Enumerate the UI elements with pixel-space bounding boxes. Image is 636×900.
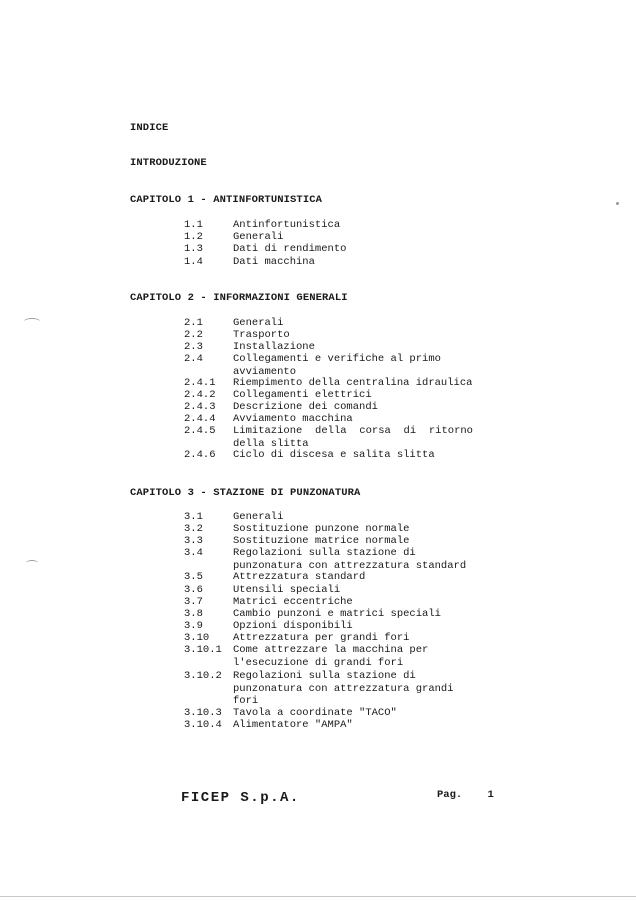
entry-title: Attrezzatura standard bbox=[233, 571, 366, 583]
entry-number: 3.4 bbox=[184, 547, 203, 559]
toc-entry bbox=[0, 256, 636, 269]
entry-number: 2.3 bbox=[184, 341, 203, 353]
entry-title: Sostituzione matrice normale bbox=[233, 535, 410, 547]
entry-number: 1.3 bbox=[184, 243, 203, 255]
entry-title: Matrici eccentriche bbox=[233, 596, 353, 608]
introduction-heading: INTRODUZIONE bbox=[130, 157, 207, 169]
entry-number: 3.3 bbox=[184, 535, 203, 547]
entry-title: Collegamenti e verifiche al primo avviamento bbox=[233, 353, 441, 378]
entry-title: Generali bbox=[233, 231, 284, 243]
entry-title: Alimentatore "AMPA" bbox=[233, 719, 353, 731]
entry-title: Descrizione dei comandi bbox=[233, 401, 378, 413]
page-label: Pag. bbox=[437, 789, 463, 801]
scan-edge bbox=[0, 896, 636, 897]
toc-entry bbox=[0, 353, 636, 378]
entry-number: 2.4.4 bbox=[184, 413, 216, 425]
entry-title: Come attrezzare la macchina per l'esecuzione di grandi fori bbox=[233, 644, 429, 669]
toc-entry bbox=[0, 425, 636, 450]
page-number bbox=[437, 789, 494, 801]
company-name: FICEP S.p.A. bbox=[181, 790, 300, 806]
toc-entry bbox=[0, 644, 636, 669]
entry-number: 1.2 bbox=[184, 231, 203, 243]
scan-mark bbox=[616, 202, 619, 205]
entry-number: 1.1 bbox=[184, 219, 203, 231]
entry-number: 3.7 bbox=[184, 596, 203, 608]
entry-number: 3.2 bbox=[184, 523, 203, 535]
entry-number: 3.1 bbox=[184, 511, 203, 523]
entry-title: Opzioni disponibili bbox=[233, 620, 353, 632]
entry-title: Tavola a coordinate "TACO" bbox=[233, 707, 397, 719]
entry-title: Installazione bbox=[233, 341, 315, 353]
scan-mark bbox=[24, 318, 40, 325]
entry-number: 2.4.6 bbox=[184, 449, 216, 461]
entry-title: Generali bbox=[233, 511, 284, 523]
chapter-2-title: CAPITOLO 2 - INFORMAZIONI GENERALI bbox=[130, 292, 348, 304]
toc-entry bbox=[0, 449, 636, 462]
toc-entry bbox=[0, 243, 636, 256]
entry-title: Riempimento della centralina idraulica bbox=[233, 377, 473, 389]
entry-number: 3.10.4 bbox=[184, 719, 222, 731]
entry-number: 1.4 bbox=[184, 256, 203, 268]
toc-entry bbox=[0, 670, 636, 707]
entry-title: Collegamenti elettrici bbox=[233, 389, 372, 401]
entry-title: Trasporto bbox=[233, 329, 290, 341]
entry-number: 3.9 bbox=[184, 620, 203, 632]
entry-title: Cambio punzoni e matrici speciali bbox=[233, 608, 441, 620]
entry-title: Dati macchina bbox=[233, 256, 315, 268]
scan-mark bbox=[26, 560, 38, 566]
toc-entry bbox=[0, 719, 636, 732]
entry-title: Generali bbox=[233, 317, 284, 329]
entry-title: Antinfortunistica bbox=[233, 219, 341, 231]
entry-number: 2.4.1 bbox=[184, 377, 216, 389]
entry-title: Sostituzione punzone normale bbox=[233, 523, 410, 535]
entry-title: Attrezzatura per grandi fori bbox=[233, 632, 410, 644]
entry-number: 3.8 bbox=[184, 608, 203, 620]
chapter-1-title: CAPITOLO 1 - ANTINFORTUNISTICA bbox=[130, 194, 323, 206]
entry-number: 3.10 bbox=[184, 632, 210, 644]
entry-number: 3.6 bbox=[184, 584, 203, 596]
entry-title: Regolazioni sulla stazione di punzonatura con attrezzatura grandi fori bbox=[233, 670, 454, 707]
entry-number: 3.10.2 bbox=[184, 670, 222, 682]
entry-title: Limitazione della corsa di ritorno della slitta bbox=[233, 425, 473, 450]
entry-title: Avviamento macchina bbox=[233, 413, 353, 425]
entry-number: 2.4.5 bbox=[184, 425, 216, 437]
entry-number: 2.4.2 bbox=[184, 389, 216, 401]
chapter-3-title: CAPITOLO 3 - STAZIONE DI PUNZONATURA bbox=[130, 487, 361, 499]
entry-number: 2.2 bbox=[184, 329, 203, 341]
toc-entry bbox=[0, 571, 636, 584]
entry-number: 2.4.3 bbox=[184, 401, 216, 413]
entry-title: Ciclo di discesa e salita slitta bbox=[233, 449, 435, 461]
entry-title: Utensili speciali bbox=[233, 584, 341, 596]
page-number-value: 1 bbox=[487, 789, 494, 801]
entry-number: 3.10.3 bbox=[184, 707, 222, 719]
entry-number: 2.4 bbox=[184, 353, 203, 365]
toc-entry bbox=[0, 547, 636, 572]
entry-number: 3.10.1 bbox=[184, 644, 222, 656]
entry-title: Regolazioni sulla stazione di punzonatura con attrezzatura standard bbox=[233, 547, 467, 572]
entry-number: 2.1 bbox=[184, 317, 203, 329]
index-title: INDICE bbox=[130, 122, 169, 134]
entry-title: Dati di rendimento bbox=[233, 243, 347, 255]
entry-number: 3.5 bbox=[184, 571, 203, 583]
